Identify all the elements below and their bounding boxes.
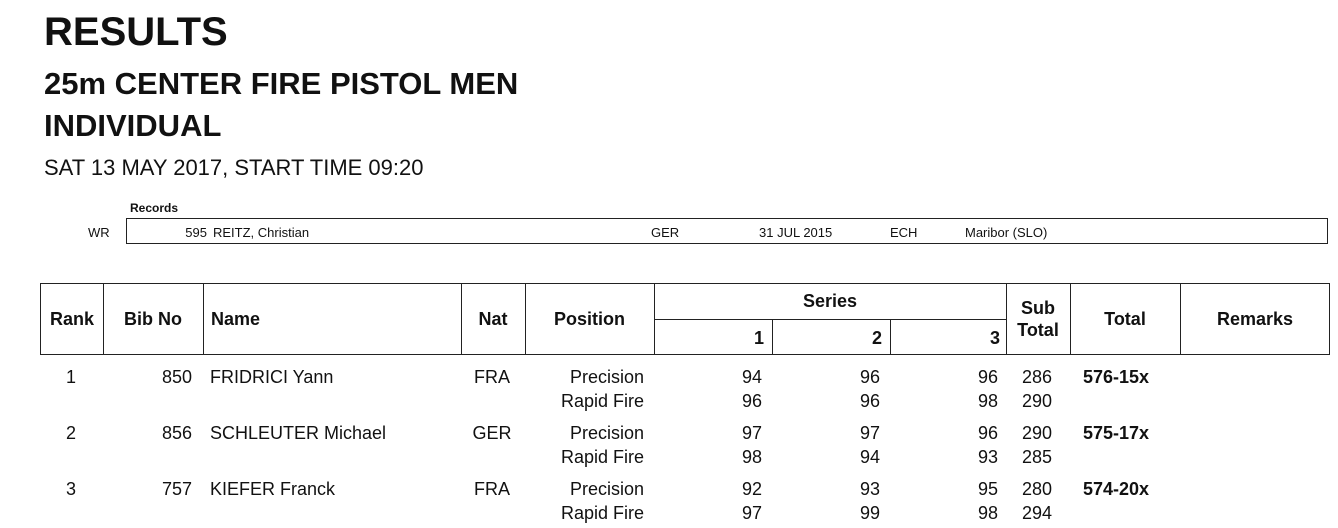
event-subtitle: INDIVIDUAL xyxy=(44,108,222,143)
subtotal-cell: 285 xyxy=(1021,447,1053,467)
name-cell: KIEFER Franck xyxy=(210,479,336,499)
results-table-header xyxy=(40,283,1330,355)
series-1-cell: 92 xyxy=(741,479,762,499)
record-date: 31 JUL 2015 xyxy=(759,225,833,240)
series-2-cell: 96 xyxy=(859,367,880,387)
series-2-cell: 94 xyxy=(859,447,880,467)
record-event: ECH xyxy=(890,225,918,240)
subtotal-cell: 290 xyxy=(1021,423,1053,443)
record-place: Maribor (SLO) xyxy=(965,225,1048,240)
col-series-2: 2 xyxy=(872,328,883,348)
col-subtotal-line2: Total xyxy=(1017,320,1059,340)
position-cell: Precision xyxy=(569,423,644,443)
total-cell: 575-17x xyxy=(1083,423,1150,443)
subtotal-cell: 280 xyxy=(1021,479,1053,499)
name-cell: SCHLEUTER Michael xyxy=(210,423,387,443)
rank-cell: 2 xyxy=(65,423,76,443)
bib-cell: 856 xyxy=(161,423,192,443)
series-2-cell: 97 xyxy=(859,423,880,443)
record-name: REITZ, Christian xyxy=(213,225,310,240)
event-title: 25m CENTER FIRE PISTOL MEN xyxy=(44,66,519,101)
subtotal-cell: 290 xyxy=(1021,391,1053,411)
records-box xyxy=(126,218,1328,244)
bib-cell: 850 xyxy=(161,367,192,387)
series-1-cell: 97 xyxy=(741,423,762,443)
position-cell: Rapid Fire xyxy=(560,503,644,523)
series-3-cell: 96 xyxy=(977,367,998,387)
series-1-cell: 97 xyxy=(741,503,762,523)
total-cell: 574-20x xyxy=(1083,479,1150,499)
series-1-cell: 98 xyxy=(741,447,762,467)
col-bib: Bib No xyxy=(124,309,182,329)
col-series: Series xyxy=(802,291,858,311)
position-cell: Precision xyxy=(569,367,644,387)
page-title: RESULTS xyxy=(44,10,228,54)
col-subtotal-line1: Sub xyxy=(1021,298,1055,318)
event-datetime: SAT 13 MAY 2017, START TIME 09:20 xyxy=(44,155,424,180)
rank-cell: 1 xyxy=(65,367,76,387)
col-series-3: 3 xyxy=(990,328,1001,348)
series-1-cell: 94 xyxy=(741,367,762,387)
series-3-cell: 95 xyxy=(977,479,998,499)
series-2-cell: 93 xyxy=(859,479,880,499)
nat-cell: GER xyxy=(472,423,512,443)
nat-cell: FRA xyxy=(474,479,510,499)
total-cell: 576-15x xyxy=(1083,367,1150,387)
col-total: Total xyxy=(1104,309,1146,329)
position-cell: Rapid Fire xyxy=(560,391,644,411)
position-cell: Rapid Fire xyxy=(560,447,644,467)
bib-cell: 757 xyxy=(161,479,192,499)
position-cell: Precision xyxy=(569,479,644,499)
col-name: Name xyxy=(211,309,261,329)
col-position: Position xyxy=(554,309,625,329)
col-nat: Nat xyxy=(478,309,508,329)
series-3-cell: 96 xyxy=(977,423,998,443)
col-remarks: Remarks xyxy=(1216,309,1294,329)
col-rank: Rank xyxy=(49,309,94,329)
records-label: Records xyxy=(130,201,179,215)
series-3-cell: 98 xyxy=(977,503,998,523)
subtotal-cell: 294 xyxy=(1021,503,1053,523)
record-score: 595 xyxy=(185,225,207,240)
series-3-cell: 93 xyxy=(977,447,998,467)
name-cell: FRIDRICI Yann xyxy=(210,367,334,387)
subtotal-cell: 286 xyxy=(1021,367,1053,387)
record-type: WR xyxy=(88,225,110,240)
col-series-1: 1 xyxy=(754,328,765,348)
series-2-cell: 96 xyxy=(859,391,880,411)
nat-cell: FRA xyxy=(474,367,510,387)
rank-cell: 3 xyxy=(65,479,76,499)
series-2-cell: 99 xyxy=(859,503,880,523)
series-1-cell: 96 xyxy=(741,391,762,411)
record-nat: GER xyxy=(651,225,680,240)
series-3-cell: 98 xyxy=(977,391,998,411)
